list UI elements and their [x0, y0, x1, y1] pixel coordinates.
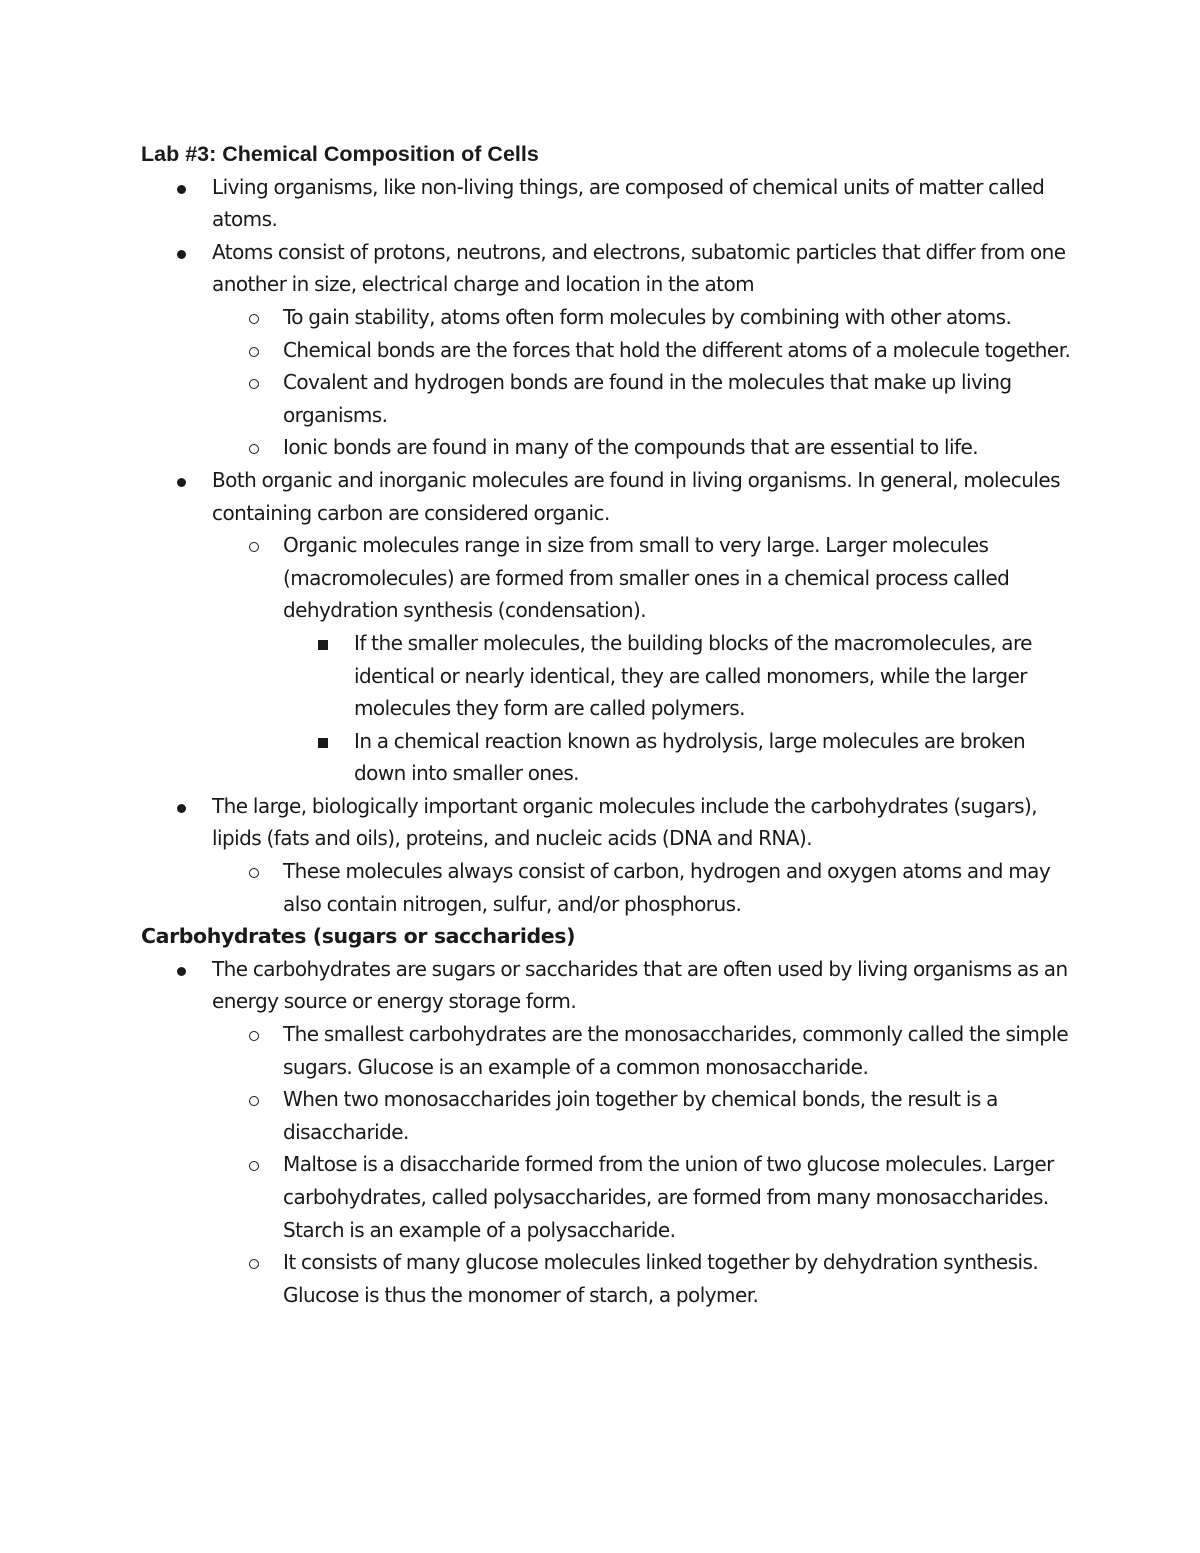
list-item: Atoms consist of protons, neutrons, and electrons, subatomic particles that differ from one another in size, electrical charge and location in the atom [141, 236, 1081, 301]
list-item: Organic molecules range in size from small to very large. Larger molecules (macromolecules) are formed from smaller ones in a chemical process called dehydration synthesis (condensation). [141, 529, 1081, 627]
list-item: Ionic bonds are found in many of the compounds that are essential to life. [141, 431, 1081, 464]
list-item: If the smaller molecules, the building blocks of the macromolecules, are identical or nearly identical, they are called monomers, while the larger molecules they form are called polymers. [141, 627, 1081, 725]
bullet-circle-icon [249, 1083, 259, 1116]
section-list [141, 171, 1081, 921]
document-body [141, 138, 1081, 1311]
bullet-square-icon [318, 725, 328, 758]
bullet-circle-icon [249, 301, 259, 334]
bullet-circle-icon [249, 1246, 259, 1279]
bullet-dot-icon [177, 171, 186, 204]
list-item: The smallest carbohydrates are the monosaccharides, commonly called the simple sugars. Glucose is an example of a common monosaccharide. [141, 1018, 1081, 1083]
list-item: Covalent and hydrogen bonds are found in the molecules that make up living organisms. [141, 366, 1081, 431]
bullet-circle-icon [249, 431, 259, 464]
bullet-circle-icon [249, 855, 259, 888]
bullet-square-icon [318, 627, 328, 660]
bullet-dot-icon [177, 464, 186, 497]
list-item: Both organic and inorganic molecules are found in living organisms. In general, molecules containing carbon are considered organic. [141, 464, 1081, 529]
list-item: To gain stability, atoms often form molecules by combining with other atoms. [141, 301, 1081, 334]
bullet-circle-icon [249, 334, 259, 367]
bullet-circle-icon [249, 529, 259, 562]
list-item: In a chemical reaction known as hydrolysis, large molecules are broken down into smaller ones. [141, 725, 1081, 790]
bullet-dot-icon [177, 790, 186, 823]
list-item: The large, biologically important organic molecules include the carbohydrates (sugars), lipids (fats and oils), proteins, and nucleic acids (DNA and RNA). [141, 790, 1081, 855]
document-title: Lab #3: Chemical Composition of Cells [141, 142, 539, 166]
bullet-circle-icon [249, 1018, 259, 1051]
bullet-circle-icon [249, 366, 259, 399]
list-item: It consists of many glucose molecules linked together by dehydration synthesis. Glucose is thus the monomer of starch, a polymer. [141, 1246, 1081, 1311]
list-item: When two monosaccharides join together by chemical bonds, the result is a disaccharide. [141, 1083, 1081, 1148]
list-item: Maltose is a disaccharide formed from the union of two glucose molecules. Larger carbohydrates, called polysaccharides, are formed from many monosaccharides. Starch is an example of a polysaccharide. [141, 1148, 1081, 1246]
bullet-dot-icon [177, 236, 186, 269]
list-item: Living organisms, like non-living things, are composed of chemical units of matter called atoms. [141, 171, 1081, 236]
list-item: Chemical bonds are the forces that hold the different atoms of a molecule together. [141, 334, 1081, 367]
section-heading: Carbohydrates (sugars or saccharides) [141, 924, 576, 949]
list-item: The carbohydrates are sugars or saccharides that are often used by living organisms as an energy source or energy storage form. [141, 953, 1081, 1018]
bullet-dot-icon [177, 953, 186, 986]
bullet-circle-icon [249, 1148, 259, 1181]
section-list [141, 953, 1081, 1312]
list-item: These molecules always consist of carbon, hydrogen and oxygen atoms and may also contain nitrogen, sulfur, and/or phosphorus. [141, 855, 1081, 920]
